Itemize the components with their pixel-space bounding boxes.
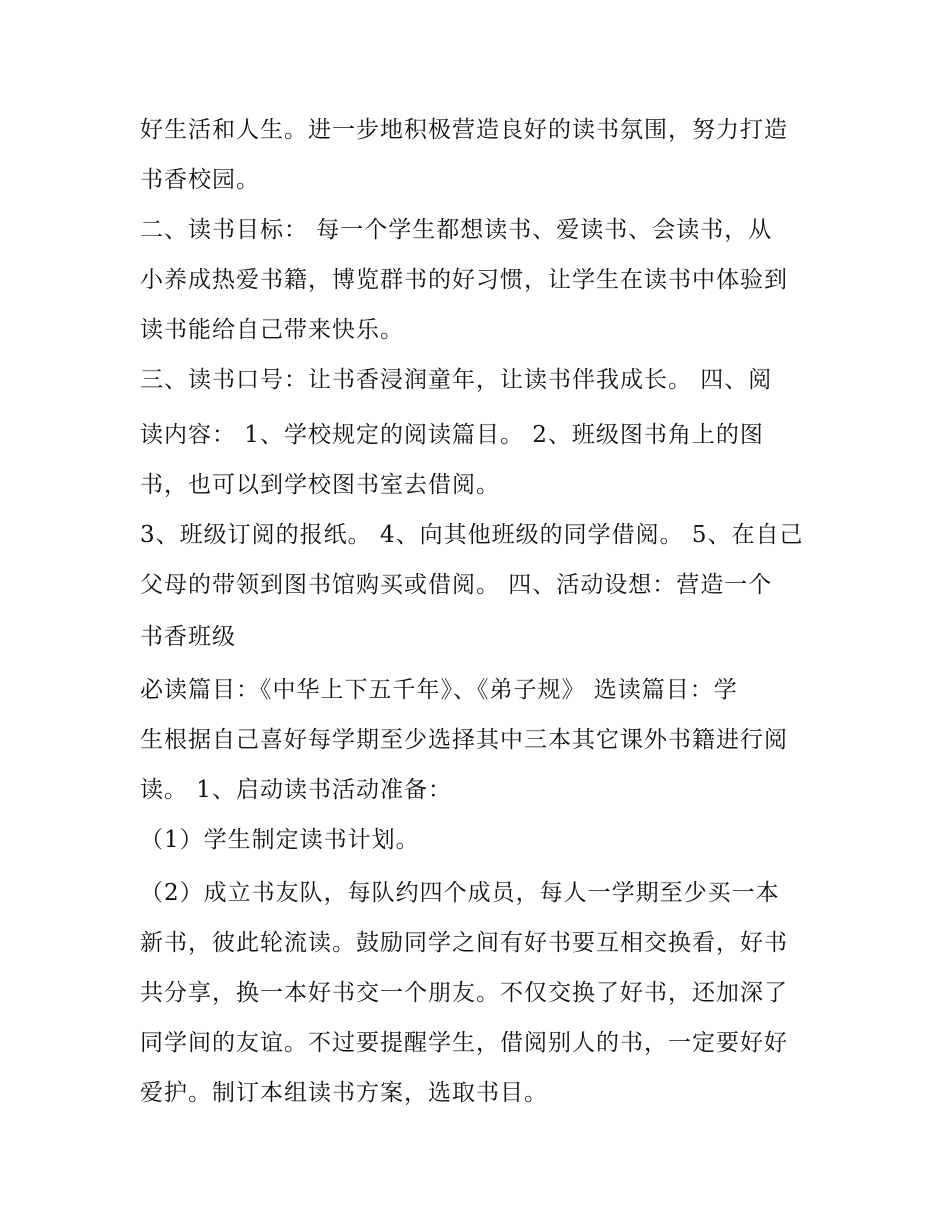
text-line: 三、读书口号：让书香浸润童年，让读书伴我成长。 四、阅 bbox=[140, 367, 773, 393]
text-line: 共分享，换一本好书交一个朋友。不仅交换了好书，还加深了 bbox=[140, 980, 788, 1006]
text-line: （2）成立书友队，每队约四个成员，每人一学期至少买一本 bbox=[140, 880, 780, 906]
text-line: 书香班级 bbox=[140, 624, 236, 650]
text-line: 读内容： 1、学校规定的阅读篇目。 2、班级图书角上的图 bbox=[140, 422, 764, 448]
text-line: 二、读书目标： 每一个学生都想读书、爱读书、会读书，从 bbox=[140, 217, 773, 243]
text-line: 必读篇目：《中华上下五千年》、《弟子规》 选读篇目：学 bbox=[140, 677, 738, 703]
text-line: 生根据自己喜好每学期至少选择其中三本其它课外书籍进行阅 bbox=[140, 727, 788, 753]
text-line: 3、班级订阅的报纸。 4、向其他班级的同学借阅。 5、在自己 bbox=[140, 522, 804, 548]
text-line: 好生活和人生。进一步地积极营造良好的读书氛围，努力打造 bbox=[140, 117, 788, 143]
text-line: 书，也可以到学校图书室去借阅。 bbox=[140, 472, 500, 498]
text-line: 读。 1、启动读书活动准备： bbox=[140, 777, 452, 803]
text-line: （1）学生制定读书计划。 bbox=[140, 827, 420, 853]
text-line: 书香校园。 bbox=[140, 167, 260, 193]
text-line: 同学间的友谊。不过要提醒学生，借阅别人的书，一定要好好 bbox=[140, 1030, 788, 1056]
text-line: 爱护。制订本组读书方案，选取书目。 bbox=[140, 1080, 548, 1106]
text-line: 父母的带领到图书馆购买或借阅。 四、活动设想：营造一个 bbox=[140, 572, 773, 598]
text-line: 新书，彼此轮流读。鼓励同学之间有好书要互相交换看，好书 bbox=[140, 930, 788, 956]
text-line: 小养成热爱书籍，博览群书的好习惯，让学生在读书中体验到 bbox=[140, 267, 788, 293]
text-line: 读书能给自己带来快乐。 bbox=[140, 317, 404, 343]
